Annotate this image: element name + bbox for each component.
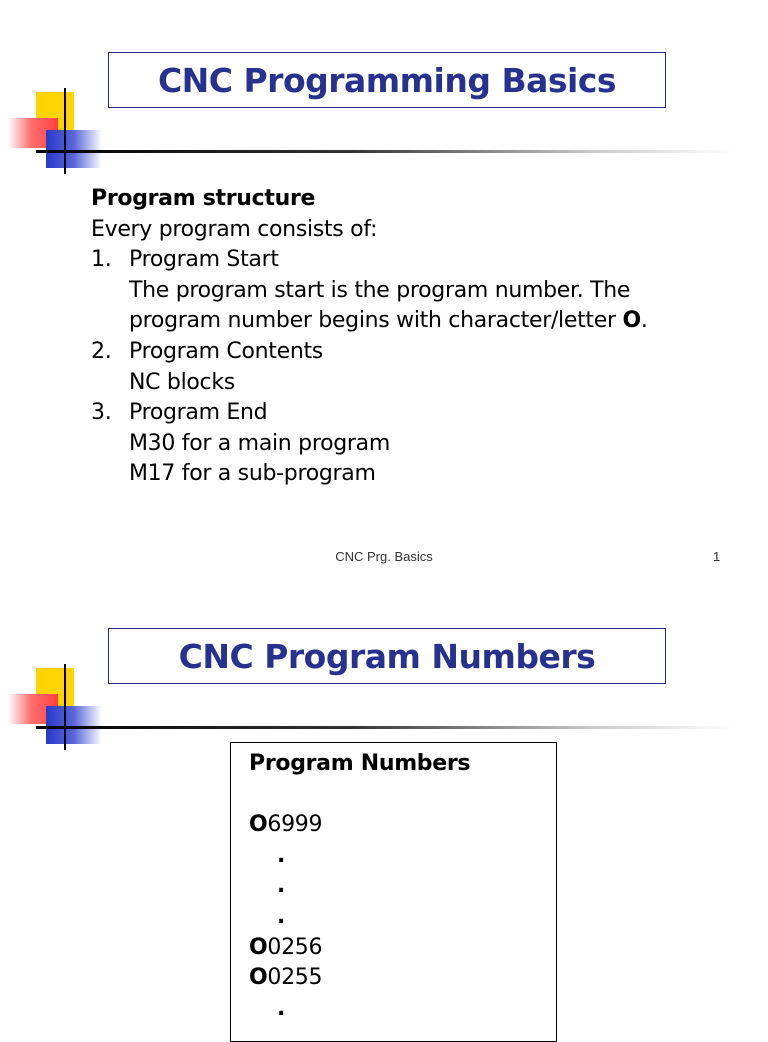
list-item-label: Program Contents	[129, 338, 323, 364]
logo-vertical-line	[64, 664, 66, 750]
logo-vertical-line	[64, 88, 66, 174]
program-number-entry	[249, 963, 556, 994]
box-spacer	[249, 780, 556, 811]
list-item-label: Program End	[129, 400, 268, 426]
list-item-label: Program Start	[129, 247, 279, 273]
list-item	[91, 398, 648, 429]
slide-footer: CNC Prg. Basics	[335, 549, 433, 564]
program-digits: 0256	[267, 934, 323, 960]
title-rule	[36, 150, 736, 153]
detail-text: program number begins with character/letter	[129, 308, 623, 334]
ellipsis-dot: .	[277, 873, 286, 899]
ellipsis-dot: .	[277, 842, 286, 868]
program-digits: 0255	[267, 965, 323, 991]
ellipsis-dot: .	[277, 903, 286, 929]
list-item-number: 2.	[91, 338, 112, 364]
slide-title-text: CNC Programming Basics	[157, 60, 617, 100]
detail-tail: .	[640, 308, 648, 334]
program-number-entry	[249, 933, 556, 964]
list-item	[91, 337, 648, 368]
page-number: 1	[713, 549, 721, 564]
logo-blue-square	[46, 130, 102, 168]
program-prefix: O	[249, 965, 268, 991]
slide-body	[91, 184, 648, 490]
section-heading: Program structure	[91, 186, 316, 211]
list-item	[91, 245, 648, 276]
intro-text: Every program consists of:	[91, 216, 378, 242]
slide-logo-icon	[8, 92, 108, 182]
program-numbers-box	[230, 742, 557, 1042]
program-digits: 6999	[267, 812, 323, 838]
list-item-detail: The program start is the program number. The	[129, 277, 631, 303]
slide-logo-icon	[8, 668, 108, 758]
list-item-detail: M17 for a sub-program	[129, 461, 376, 487]
detail-bold-letter: O	[622, 308, 641, 334]
program-prefix: O	[249, 934, 268, 960]
logo-blue-square	[46, 706, 102, 744]
slide-title-text: CNC Program Numbers	[178, 636, 596, 676]
program-number-entry	[249, 810, 556, 841]
list-item-number: 1.	[91, 247, 112, 273]
list-item-detail: M30 for a main program	[129, 430, 390, 456]
title-rule	[36, 726, 736, 729]
slide-title	[108, 628, 666, 684]
box-heading: Program Numbers	[249, 751, 471, 776]
list-item-number: 3.	[91, 400, 112, 426]
program-prefix: O	[249, 812, 268, 838]
ellipsis-dot: .	[277, 995, 286, 1021]
list-item-detail	[91, 306, 648, 337]
slide-2	[0, 576, 768, 1024]
list-item-detail: NC blocks	[129, 369, 235, 395]
slide-title	[108, 52, 666, 108]
